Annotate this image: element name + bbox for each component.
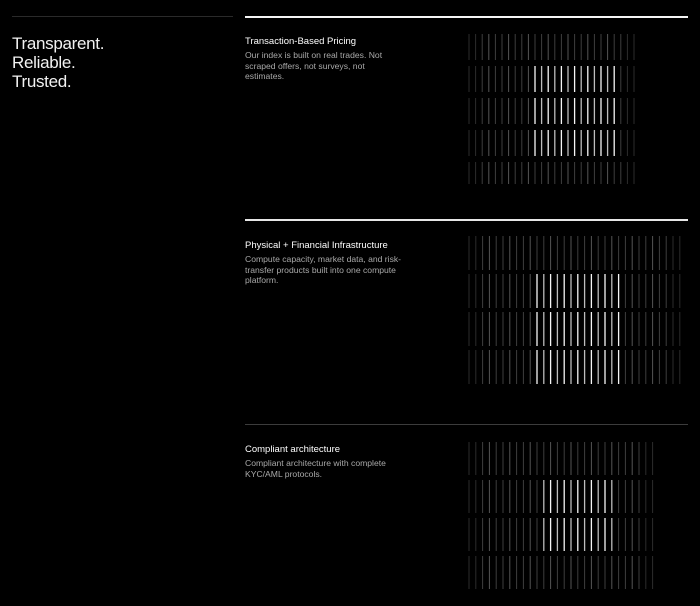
headline	[12, 34, 104, 91]
feature-title: Transaction-Based Pricing	[245, 36, 357, 47]
headline-line-reliable: Reliable.	[12, 53, 76, 72]
feature-divider	[245, 16, 688, 18]
feature-divider	[245, 424, 688, 425]
line-pattern-svg	[466, 34, 646, 184]
line-pattern-svg	[466, 442, 666, 592]
feature-3-line-pattern-graphic	[466, 442, 666, 592]
feature-2-line-pattern-graphic	[466, 236, 688, 388]
feature-title: Compliant architecture	[245, 444, 341, 455]
feature-description: Compliant architecture with complete KYC/AML protocols.	[245, 458, 386, 479]
feature-description: Compute capacity, market data, and risk-transfer products built into one compute platform.	[245, 254, 402, 286]
feature-divider	[245, 219, 688, 221]
feature-1-line-pattern-graphic	[466, 34, 646, 184]
headline-line-trusted: Trusted.	[12, 72, 72, 91]
line-pattern-svg	[466, 236, 688, 388]
headline-line-transparent: Transparent.	[12, 34, 105, 53]
left-divider	[12, 16, 233, 17]
feature-title: Physical + Financial Infrastructure	[245, 240, 388, 251]
feature-description: Our index is built on real trades. Not scraped offers, not surveys, not estimates.	[245, 50, 383, 82]
